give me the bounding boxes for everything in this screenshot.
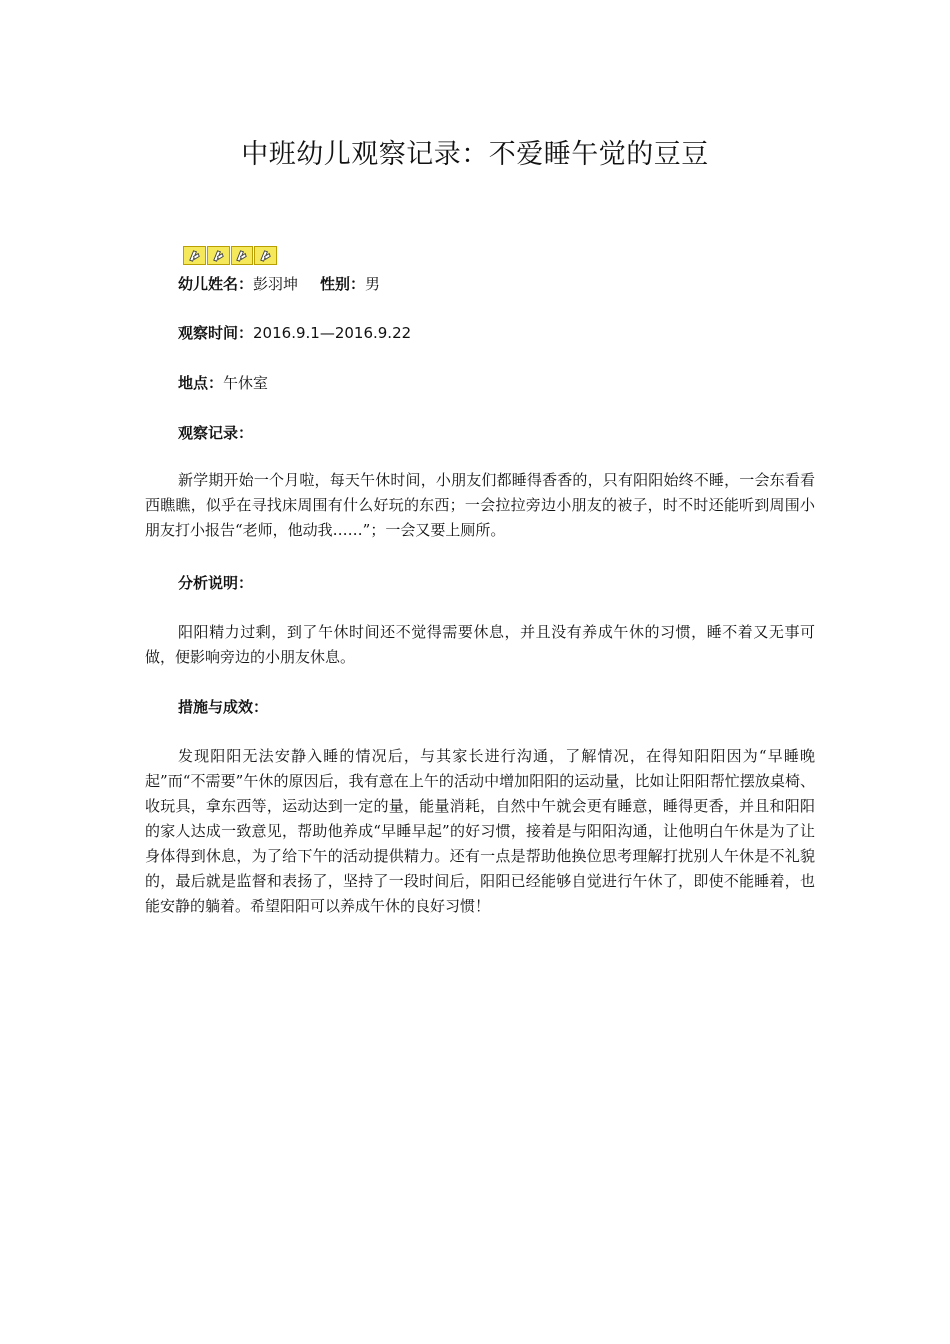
observation-time-value: 2016.9.1—2016.9.22 xyxy=(253,324,412,342)
place-line xyxy=(178,372,268,394)
ribbon-icon xyxy=(183,246,206,265)
child-name-value: 彭羽坤 xyxy=(253,275,299,293)
measures-heading-line xyxy=(178,696,268,718)
decorative-icon-strip xyxy=(183,246,278,265)
child-name-label: 幼儿姓名： xyxy=(178,275,254,293)
analysis-paragraph: 阳阳精力过剩，到了午休时间还不觉得需要休息，并且没有养成午休的习惯，睡不着又无事可做，便影响旁边的小朋友休息。 xyxy=(145,623,815,666)
place-value: 午休室 xyxy=(223,374,269,392)
ribbon-icon xyxy=(207,246,230,265)
place-label: 地点： xyxy=(178,374,224,392)
ribbon-icon xyxy=(231,246,254,265)
ribbon-icon xyxy=(254,246,277,265)
measures-paragraph: 发现阳阳无法安静入睡的情况后，与其家长进行沟通，了解情况，在得知阳阳因为“早睡晚起”而“不需要”午休的原因后，我有意在上午的活动中增加阳阳的运动量，比如让阳阳帮忙摆放桌椅、收玩具，拿东西等，运动达到一定的量，能量消耗，自然中午就会更有睡意，睡得更香，并且和阳阳的家人达成一致意见，帮助他养成“早睡早起”的好习惯，接着是与阳阳沟通，让他明白午休是为了让身体得到休息，为了给下午的活动提供精力。还有一点是帮助他换位思考理解打扰别人午休是不礼貌的，最后就是监督和表扬了，坚持了一段时间后，阳阳已经能够自觉进行午休了，即使不能睡着，也能安静的躺着。希望阳阳可以养成午休的良好习惯！ xyxy=(145,747,815,915)
page-title: 中班幼儿观察记录：不爱睡午觉的豆豆 xyxy=(241,139,709,170)
gender-label: 性别： xyxy=(320,275,366,293)
observation-time-label: 观察时间： xyxy=(178,324,254,342)
record-paragraph: 新学期开始一个月啦，每天午休时间，小朋友们都睡得香香的，只有阳阳始终不睡，一会东看看西瞧瞧，似乎在寻找床周围有什么好玩的东西；一会拉拉旁边小朋友的被子，时不时还能听到周围小朋友打小报告“老师，他动我……”；一会又要上厕所。 xyxy=(145,471,815,539)
observation-time-line xyxy=(178,322,411,344)
record-heading-line xyxy=(178,422,253,444)
measures-heading: 措施与成效： xyxy=(178,698,269,716)
record-heading: 观察记录： xyxy=(178,424,254,442)
child-info-line xyxy=(178,273,380,295)
analysis-heading-line xyxy=(178,572,253,594)
analysis-heading: 分析说明： xyxy=(178,574,254,592)
gender-value: 男 xyxy=(365,275,381,293)
